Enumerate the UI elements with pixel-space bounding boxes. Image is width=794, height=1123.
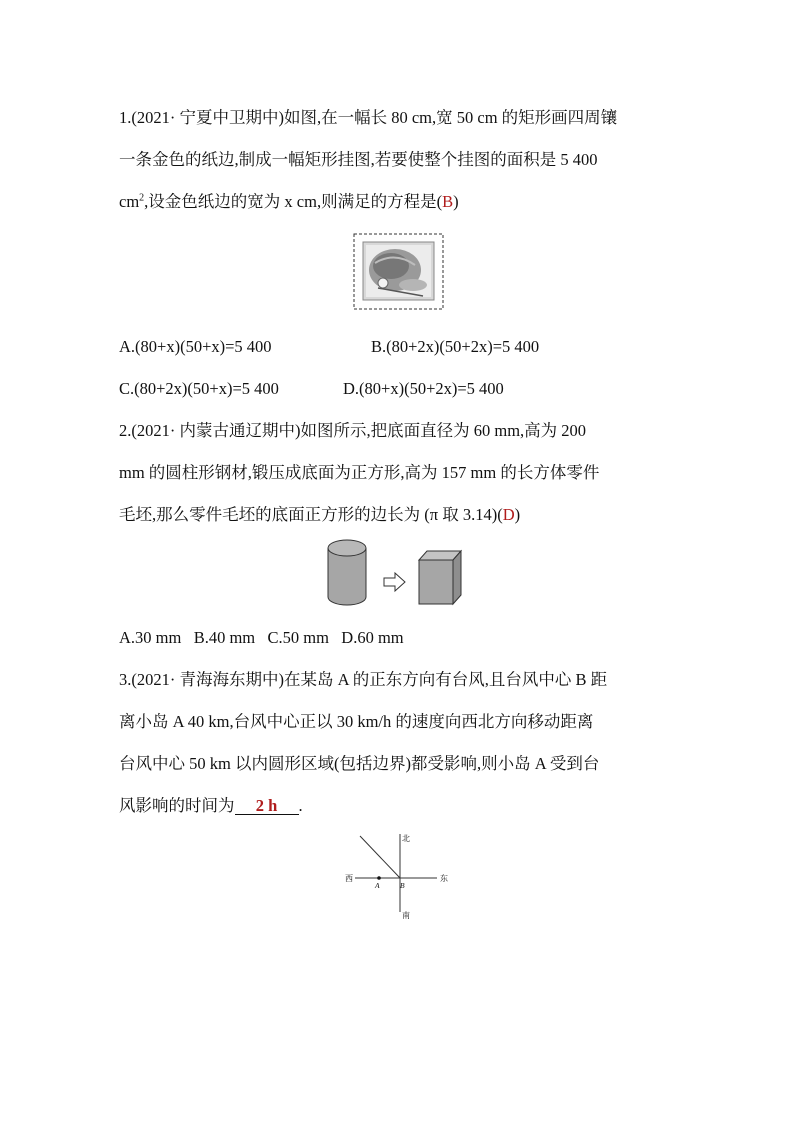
- q2-line-1: 2.(2021· 内蒙古通辽期中)如图所示,把底面直径为 60 mm,高为 200: [119, 421, 587, 440]
- q1-line-3: $cm^2$,设金色纸边的宽为 x cm,则满足的方程是(B): [119, 192, 459, 211]
- q3-compass-diagram: [340, 828, 460, 922]
- q3-line-3: 台风中心 50 km 以内圆形区域(包括边界)都受影响,则小岛 A 受到台: [119, 754, 600, 773]
- south-label: 南: [402, 911, 410, 920]
- cylinder-shape: [328, 548, 366, 605]
- cuboid-shape: [419, 560, 453, 604]
- q1-line-1: 1.(2021· 宁夏中卫期中)如图,在一幅长 80 cm,宽 50 cm 的矩形画四周镶: [119, 108, 618, 127]
- q2-answer: D: [502, 505, 515, 524]
- q1-option-a: A.(80+x)(50+x)=5 400: [119, 337, 272, 356]
- q1-option-b: B.(80+2x)(50+2x)=5 400: [371, 337, 540, 356]
- q3-line-4: 风影响的时间为 2 h .: [119, 796, 303, 815]
- q2-line-2: mm 的圆柱形钢材,锻压成底面为正方形,高为 157 mm 的长方体零件: [119, 463, 600, 482]
- east-label: 东: [440, 874, 448, 883]
- point-a: [377, 876, 381, 880]
- q1-line-2: 一条金色的纸边,制成一幅矩形挂图,若要使整个挂图的面积是 5 400: [119, 150, 598, 169]
- west-label: 西: [345, 874, 353, 883]
- typhoon-path-line: [360, 836, 400, 878]
- q1-option-d: D.(80+x)(50+2x)=5 400: [343, 379, 504, 398]
- point-a-label: A: [375, 881, 380, 890]
- north-label: 北: [402, 834, 410, 843]
- q1-answer: B: [442, 192, 454, 211]
- q3-answer-blank: 2 h: [235, 797, 299, 815]
- q2-options: A.30 mm B.40 mm C.50 mm D.60 mm: [119, 628, 404, 647]
- q2-cylinder-to-cuboid-figure: [325, 538, 465, 610]
- right-arrow-icon: [384, 573, 405, 591]
- q3-line-1: 3.(2021· 青海海东期中)在某岛 A 的正东方向有台风,且台风中心 B 距: [119, 670, 608, 689]
- point-b-label: B: [400, 881, 405, 890]
- q1-picture-frame-figure: [353, 233, 445, 311]
- q1-option-c: C.(80+2x)(50+x)=5 400: [119, 379, 279, 398]
- q3-line-2: 离小岛 A 40 km,台风中心正以 30 km/h 的速度向西北方向移动距离: [119, 712, 594, 731]
- q2-line-3: 毛坯,那么零件毛坯的底面正方形的边长为 (π 取 3.14)(D): [119, 505, 521, 524]
